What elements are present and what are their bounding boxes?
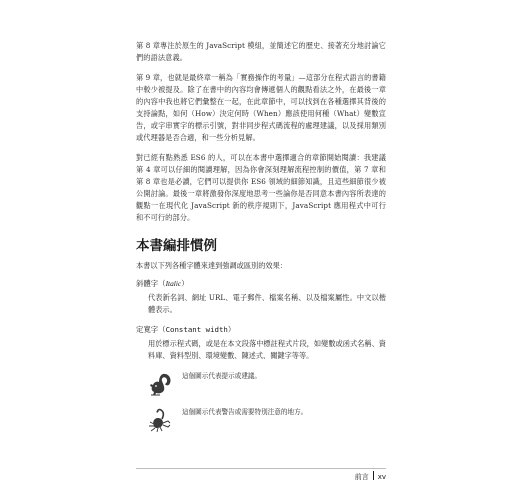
paragraph-chapter-8: 第 8 章專注於原生的 JavaScript 模組，並簡述它的歷史、接著充分地討論它們的語法意義。 — [136, 41, 386, 62]
page-content — [136, 40, 386, 440]
convention-term-constant-width — [136, 324, 386, 336]
tip-note-text: 這個圖示代表提示或建議。 — [182, 372, 262, 380]
paragraph-es6-readers: 對已經有點熟悉 ES6 的人，可以在本書中選擇適合的章節開始閱讀：我建議第 4 章可以仔細的閱讀理解，因為你會深刻理解流程控制的價值，第 7 章和第 8 章也是必讀，它們可以提供你 ES6 領域的細節知識，且這些細節很少被公開討論。最後一章將激發你深度地思考一些論你是否同意本書內容所表達的觀點一在現代化 JavaScript 新的秩序規則下，JavaScript 應用程式中可行和不可行的部分。 — [136, 153, 386, 222]
page-number: xv — [377, 473, 386, 481]
term-prefix: 定寬字（ — [136, 325, 166, 334]
footer-section-label: 前言 — [354, 473, 369, 481]
footer-page-label — [355, 471, 386, 482]
footer-separator — [373, 471, 374, 480]
term-suffix: ） — [181, 279, 189, 288]
section-intro: 本書以下列各種字體來達到強調或區別的效果： — [136, 261, 287, 270]
convention-description-italic: 代表新名詞、網址 URL、電子郵件、檔案名稱、以及檔案屬性。中文以楷體表示。 — [148, 293, 386, 314]
scorpion-warning-icon — [146, 406, 174, 434]
squirrel-tip-icon — [146, 370, 174, 398]
convention-description-constant-width: 用於標示程式碼，或是在本文段落中標註程式片段，如變數或函式名稱、資料庫、資料型別、環境變數、陳述式、關鍵字等等。 — [148, 339, 386, 360]
warning-note — [146, 406, 386, 434]
page-footer — [136, 468, 386, 480]
term-suffix: ） — [227, 325, 236, 334]
paragraph-chapter-9: 第 9 章，也就是最終章一稱為「實務操作的考量」—這部分在程式語言的書籍中較少被提及。除了在書中的內容均會傳遞個人的觀點看法之外，在最後一章的內容中我也將它們彙整在一起，在此章節中，可以找到在各種選擇其背後的支持論點，如何（How）決定何時（When）應該使用何種（What）變數宣告，或字串實字的標示引號，對非同步程式碼流程的處理建議，以及採用類別或代理器是否合適，和一些分析見解。 — [136, 73, 386, 142]
convention-term-italic — [136, 278, 386, 290]
term-styled-word: Constant width — [165, 325, 228, 334]
warning-note-text: 這個圖示代表警告或需要特別注意的地方。 — [182, 408, 308, 416]
footer-rule — [136, 468, 386, 469]
term-prefix: 斜體字（ — [136, 279, 166, 288]
term-styled-word: Italic — [165, 279, 182, 288]
section-heading: 本書編排慣例 — [136, 238, 217, 254]
tip-note — [146, 370, 386, 398]
